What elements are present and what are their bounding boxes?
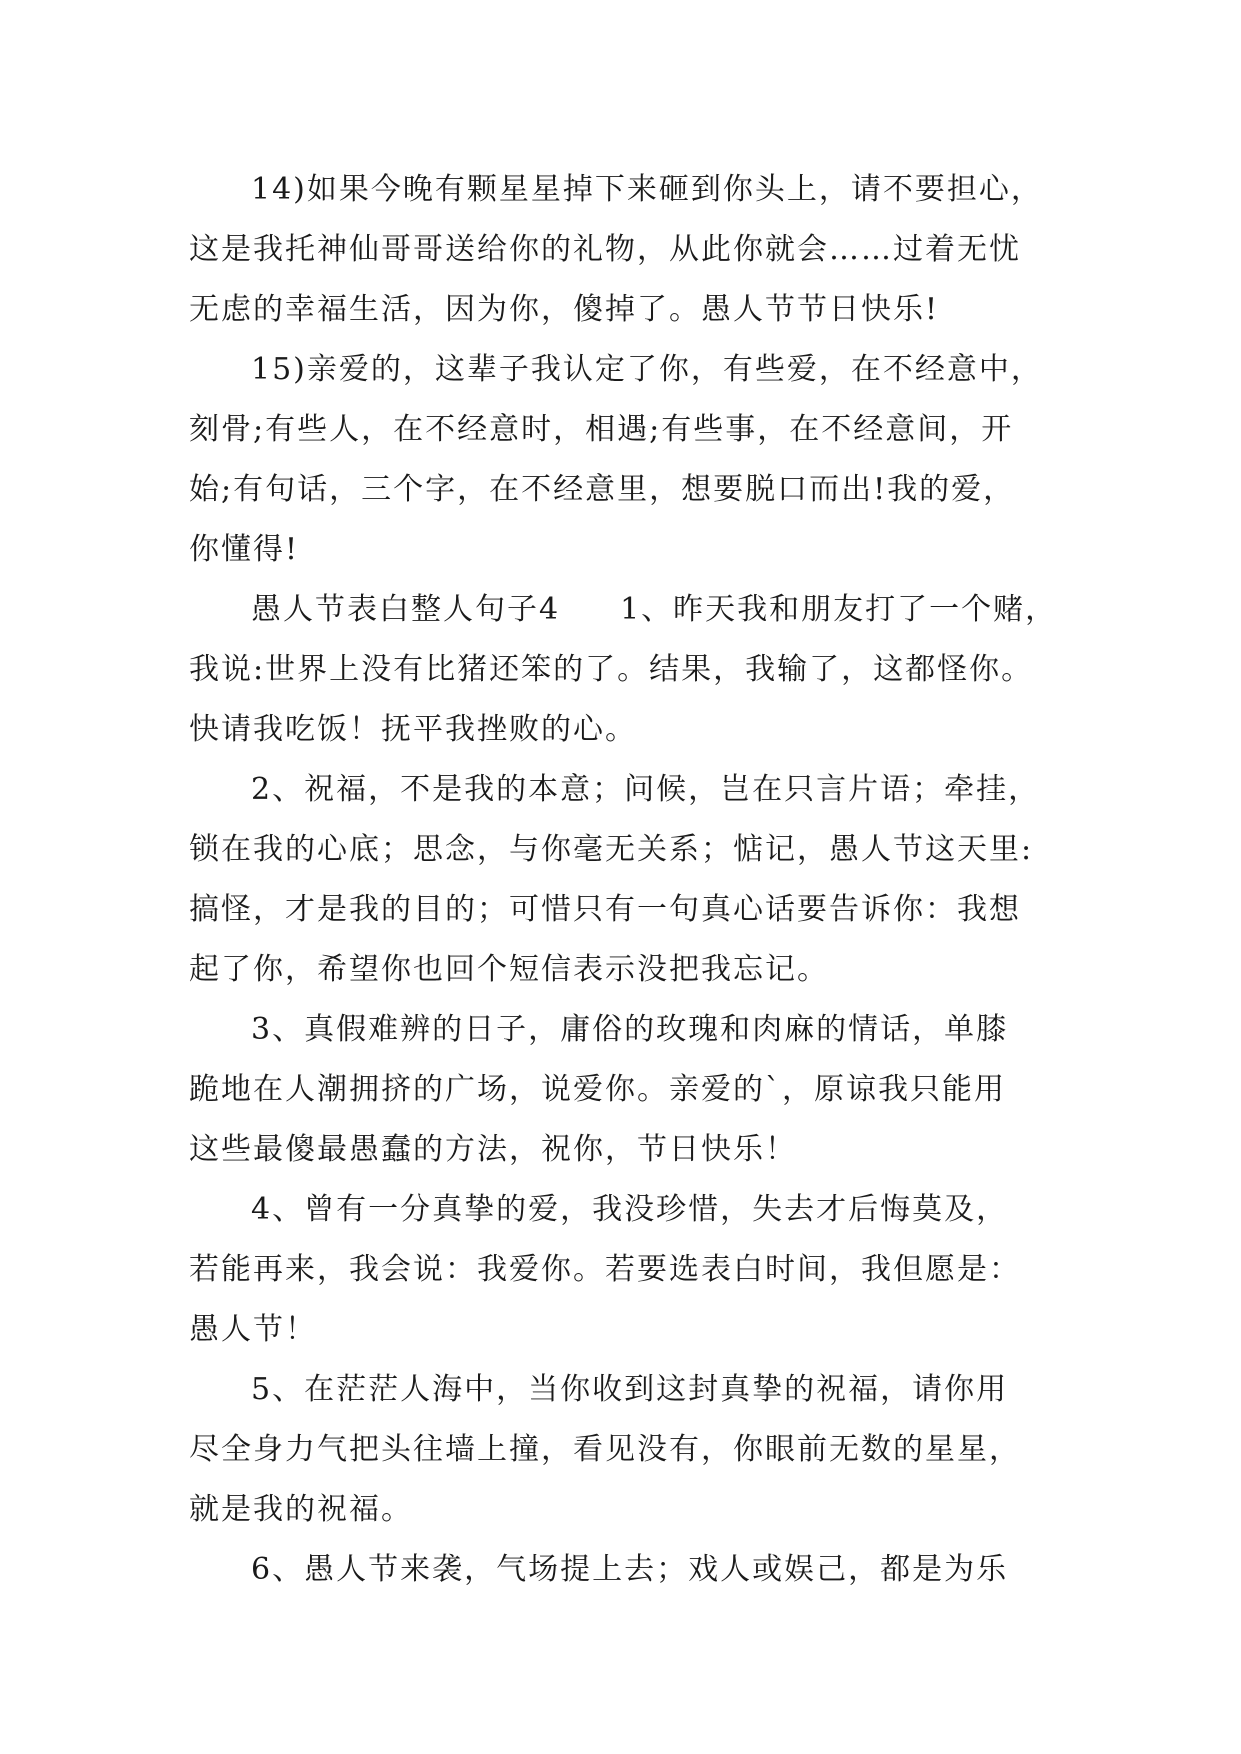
text-line: 无虑的幸福生活，因为你，傻掉了。愚人节节日快乐! — [189, 292, 940, 327]
text-line: 5、在茫茫人海中，当你收到这封真挚的祝福，请你用 — [251, 1372, 1009, 1407]
text-line: 快请我吃饭！抚平我挫败的心。 — [189, 712, 637, 747]
text-line: 你懂得! — [189, 532, 300, 567]
text-line: 6、愚人节来袭，气场提上去；戏人或娱己，都是为乐 — [251, 1552, 1009, 1587]
text-line: 3、真假难辨的日子，庸俗的玫瑰和肉麻的情话，单膝 — [251, 1012, 1009, 1047]
document-body — [189, 160, 1069, 1600]
text-line: 锁在我的心底；思念，与你毫无关系；惦记，愚人节这天里: — [189, 832, 1034, 867]
text-line: 15)亲爱的，这辈子我认定了你，有些爱，在不经意中， — [251, 352, 1043, 387]
text-line: 4、曾有一分真挚的爱，我没珍惜，失去才后悔莫及， — [251, 1192, 1009, 1227]
text-line: 就是我的祝福。 — [189, 1492, 413, 1527]
text-line: 2、祝福，不是我的本意；问候，岂在只言片语；牵挂， — [251, 772, 1041, 807]
text-line: 这是我托神仙哥哥送给你的礼物，从此你就会……过着无忧 — [189, 232, 1021, 267]
text-line: 跪地在人潮拥挤的广场，说爱你。亲爱的`，原谅我只能用 — [189, 1072, 1006, 1107]
text-line: 1、昨天我和朋友打了一个赌， — [620, 592, 1058, 627]
text-line: 尽全身力气把头往墙上撞，看见没有，你眼前无数的星星， — [189, 1432, 1021, 1467]
text-line: 若能再来，我会说：我爱你。若要选表白时间，我但愿是： — [189, 1252, 1021, 1287]
text-line: 愚人节！ — [189, 1312, 317, 1347]
text-line: 我说:世界上没有比猪还笨的了。结果，我输了，这都怪你。 — [189, 652, 1034, 687]
text-line: 始;有句话，三个字，在不经意里，想要脱口而出!我的爱， — [189, 472, 1016, 507]
section-heading-line — [189, 580, 1069, 640]
text-line: 这些最傻最愚蠢的方法，祝你，节日快乐！ — [189, 1132, 797, 1167]
text-line: 起了你，希望你也回个短信表示没把我忘记。 — [189, 952, 829, 987]
text-line: 刻骨;有些人，在不经意时，相遇;有些事，在不经意间，开 — [189, 412, 1014, 447]
section-heading: 愚人节表白整人句子4 — [251, 592, 561, 627]
text-line: 搞怪，才是我的目的；可惜只有一句真心话要告诉你：我想 — [189, 892, 1021, 927]
text-line: 14)如果今晚有颗星星掉下来砸到你头上，请不要担心， — [251, 172, 1043, 207]
